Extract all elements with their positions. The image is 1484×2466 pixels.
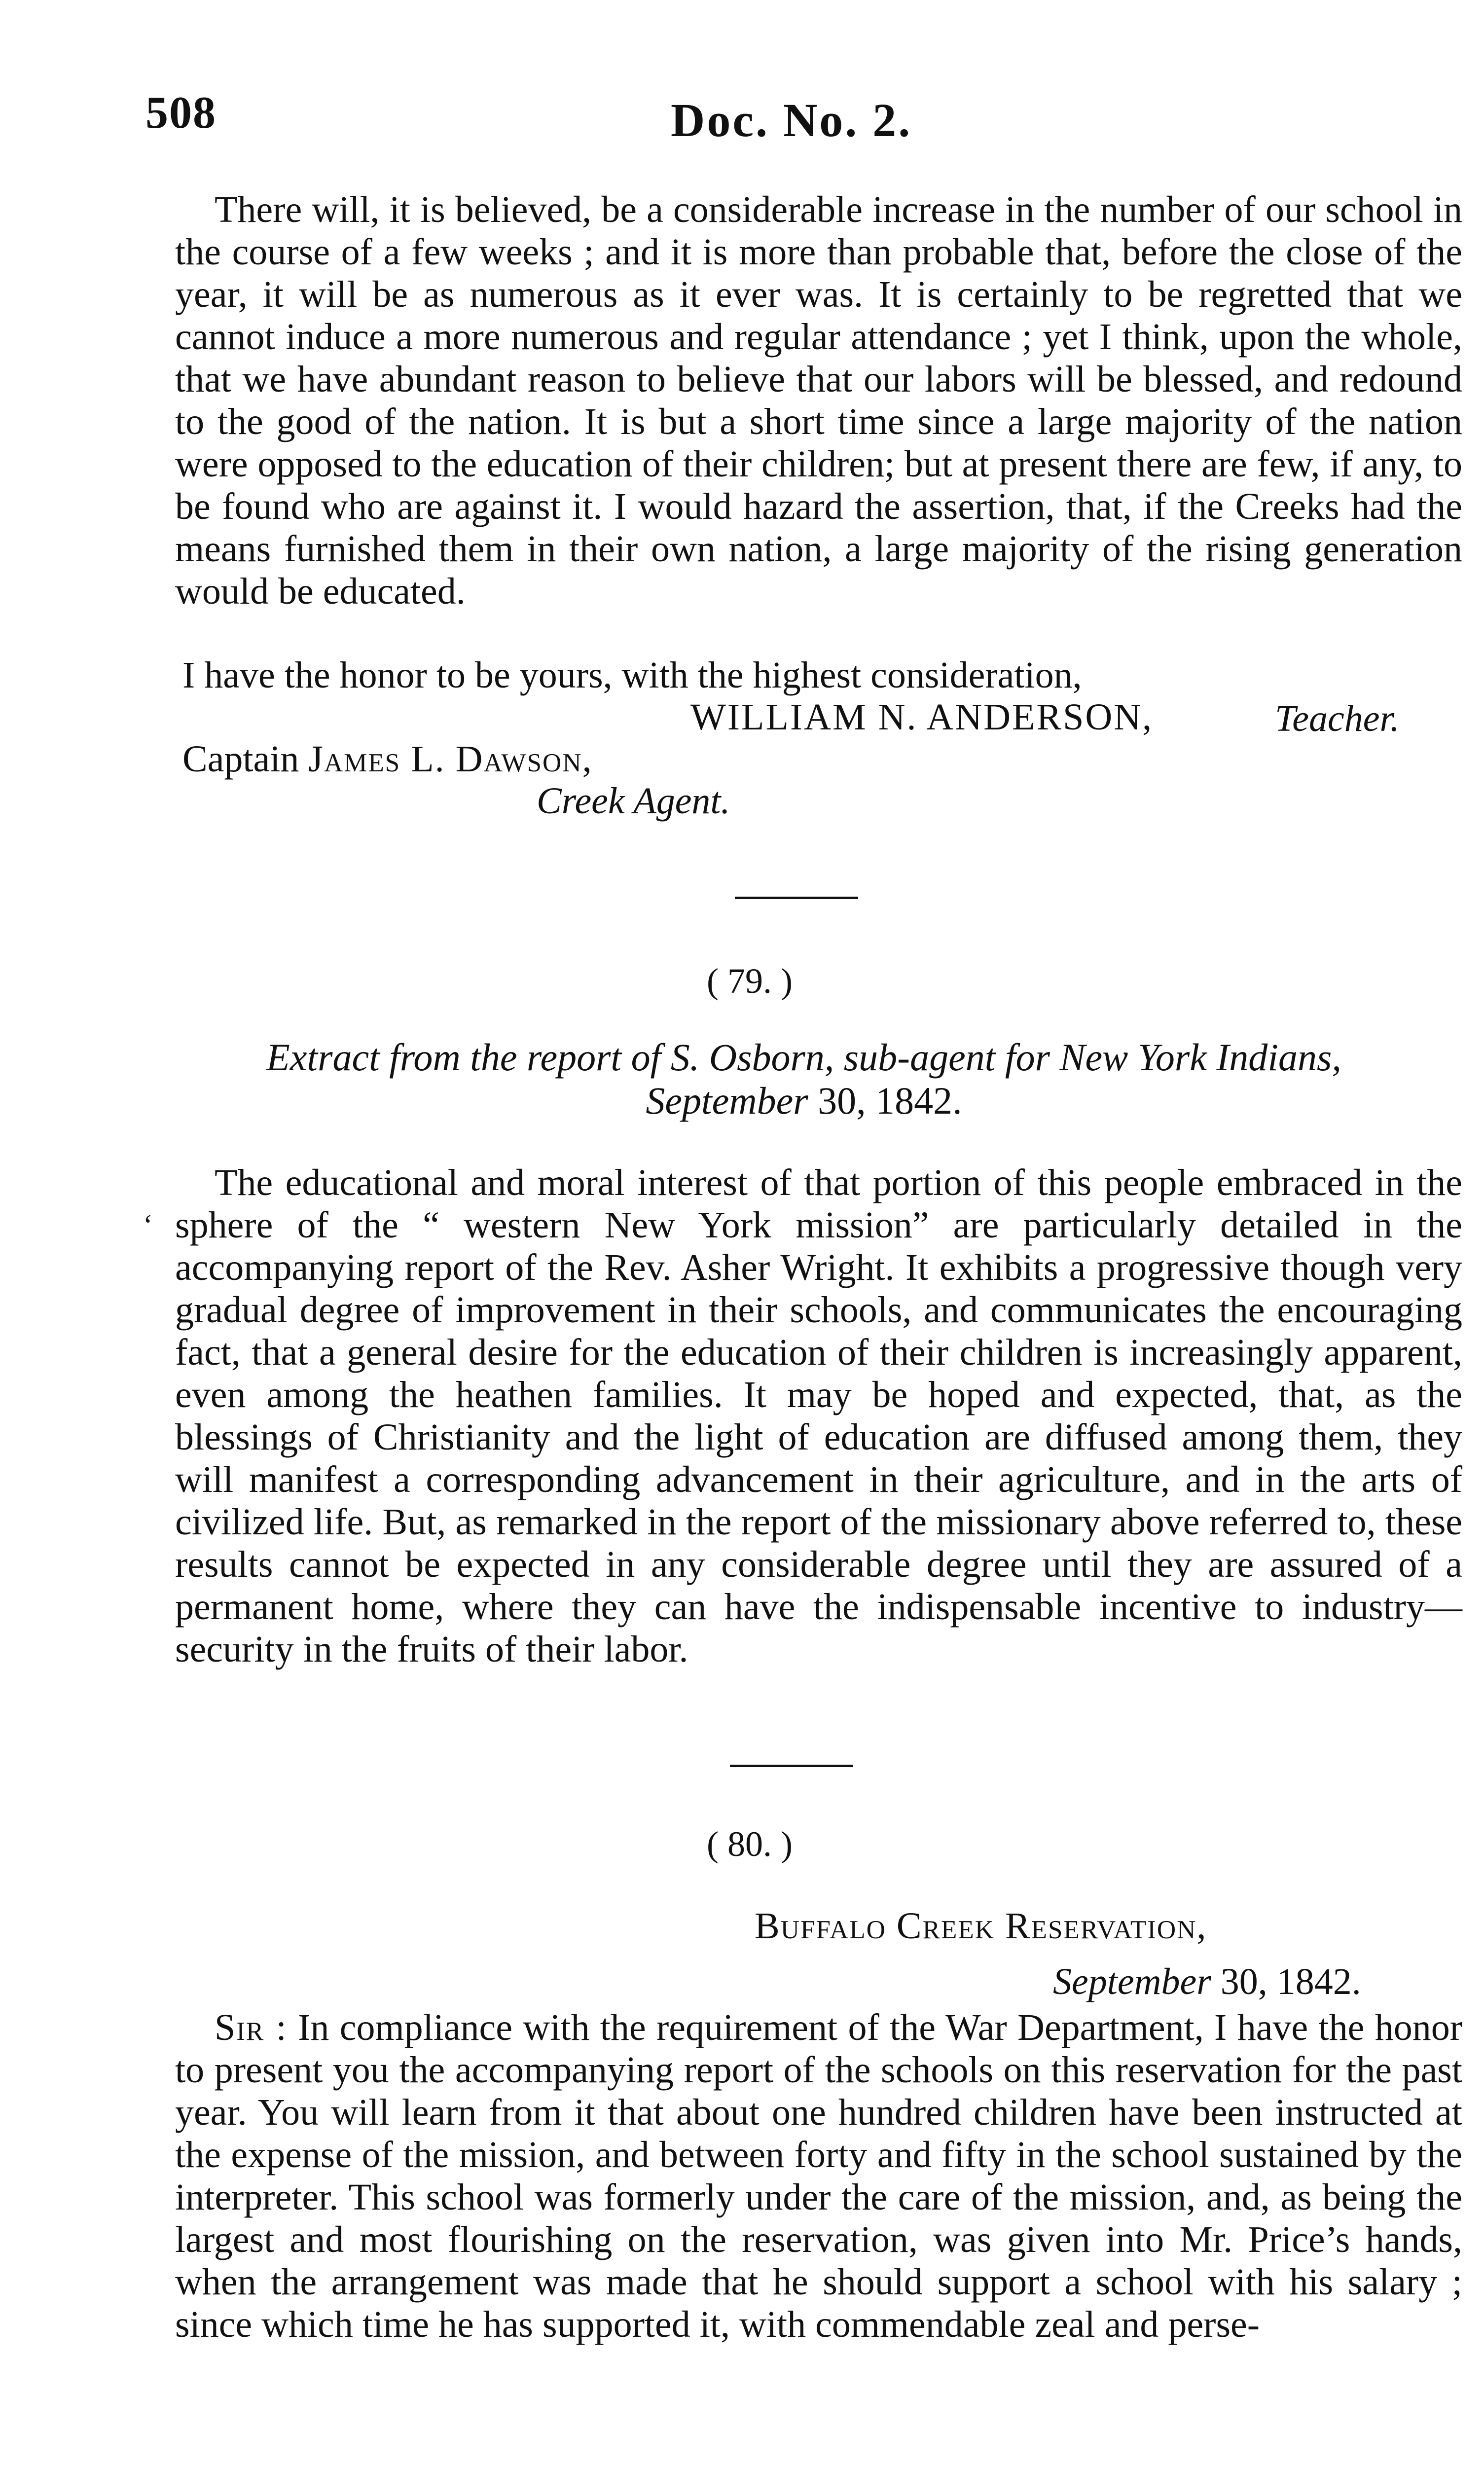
- section-80-date-rest: 30, 1842.: [1220, 1961, 1361, 2002]
- section-79-heading-month: September: [646, 1079, 808, 1122]
- section-80-place: Buffalo Creek Reservation,: [755, 1905, 1207, 1947]
- section-80-paragraph: In compliance with the requirement of the War Department, I have the honor to present you the accompanying report of the schools on this reservation for the past year. You will learn from it that about one hundred children have been instructed at the expense of the mission, and between forty and fifty in the school sustained by the interpreter. This school was formerly under the care of the mission, and, as being the largest and most flourishing on the reservation, was given into Mr. Price’s hands, when the arrangement was made that he should support a school with his salary ; since which time he has supported it, with commendable zeal and perse-: [175, 2007, 1463, 2345]
- margin-mark: ‘: [143, 1209, 153, 1241]
- section-79-number: ( 79. ): [707, 961, 793, 1001]
- addressee-prefix: Captain: [182, 738, 299, 780]
- section-79-heading: [148, 1036, 1460, 1123]
- section-80-salutation: Sir :: [215, 2007, 288, 2048]
- document-title: Doc. No. 2.: [671, 94, 912, 146]
- signature-role: Teacher.: [1275, 698, 1400, 739]
- addressee-line: [182, 738, 593, 781]
- section-79-heading-line2: [148, 1079, 1460, 1123]
- addressee-name: James L. Dawson,: [308, 738, 593, 780]
- section-divider: [730, 1765, 853, 1767]
- letter-78-body: There will, it is believed, be a considerable increase in the number of our school in the course of a few weeks ; and it is more than probable that, before the close of the year, it will be as numerous as it ever was. It is certainly to be regretted that we cannot induce a more numerous and regular attendance ; yet I think, upon the whole, that we have abundant reason to believe that our labors will be blessed, and redound to the good of the nation. It is but a short time since a large majority of the nation were opposed to the education of their children; but at present there are few, if any, to be found who are against it. I would hazard the assertion, that, if the Creeks had the means furnished them in their own nation, a large majority of the rising generation would be educated.: [175, 189, 1462, 612]
- section-79-heading-date: 30, 1842.: [818, 1079, 962, 1122]
- section-80-body: [175, 2006, 1462, 2346]
- signature-name: WILLIAM N. ANDERSON,: [690, 696, 1154, 738]
- section-80-number: ( 80. ): [707, 1824, 793, 1864]
- section-80-date: [1053, 1960, 1361, 2003]
- section-divider: [735, 897, 858, 899]
- letter-78-closing: I have the honor to be yours, with the highest consideration,: [182, 654, 1082, 696]
- section-79-body: The educational and moral interest of that portion of this people embraced in the sphere of the “ western New York mission” are particularly detailed in the accompanying report of the Rev. Asher Wright. It exhibits a progressive though very gradual degree of improvement in their schools, and communicates the encouraging fact, that a general desire for the education of their children is increasingly apparent, even among the heathen families. It may be hoped and expected, that, as the blessings of Christianity and the light of education are diffused among them, they will manifest a corresponding advancement in their agriculture, and in the arts of civilized life. But, as remarked in the report of the missionary above referred to, these results cannot be expected in any considerable degree until they are assured of a permanent home, where they can have the indispensable incentive to industry—security in the fruits of their labor.: [175, 1162, 1462, 1670]
- section-79-heading-line1: Extract from the report of S. Osborn, sub-agent for New York Indians,: [266, 1036, 1341, 1079]
- section-80-date-month: September: [1053, 1961, 1211, 2002]
- page-number: 508: [145, 87, 217, 138]
- addressee-title: Creek Agent.: [537, 780, 730, 822]
